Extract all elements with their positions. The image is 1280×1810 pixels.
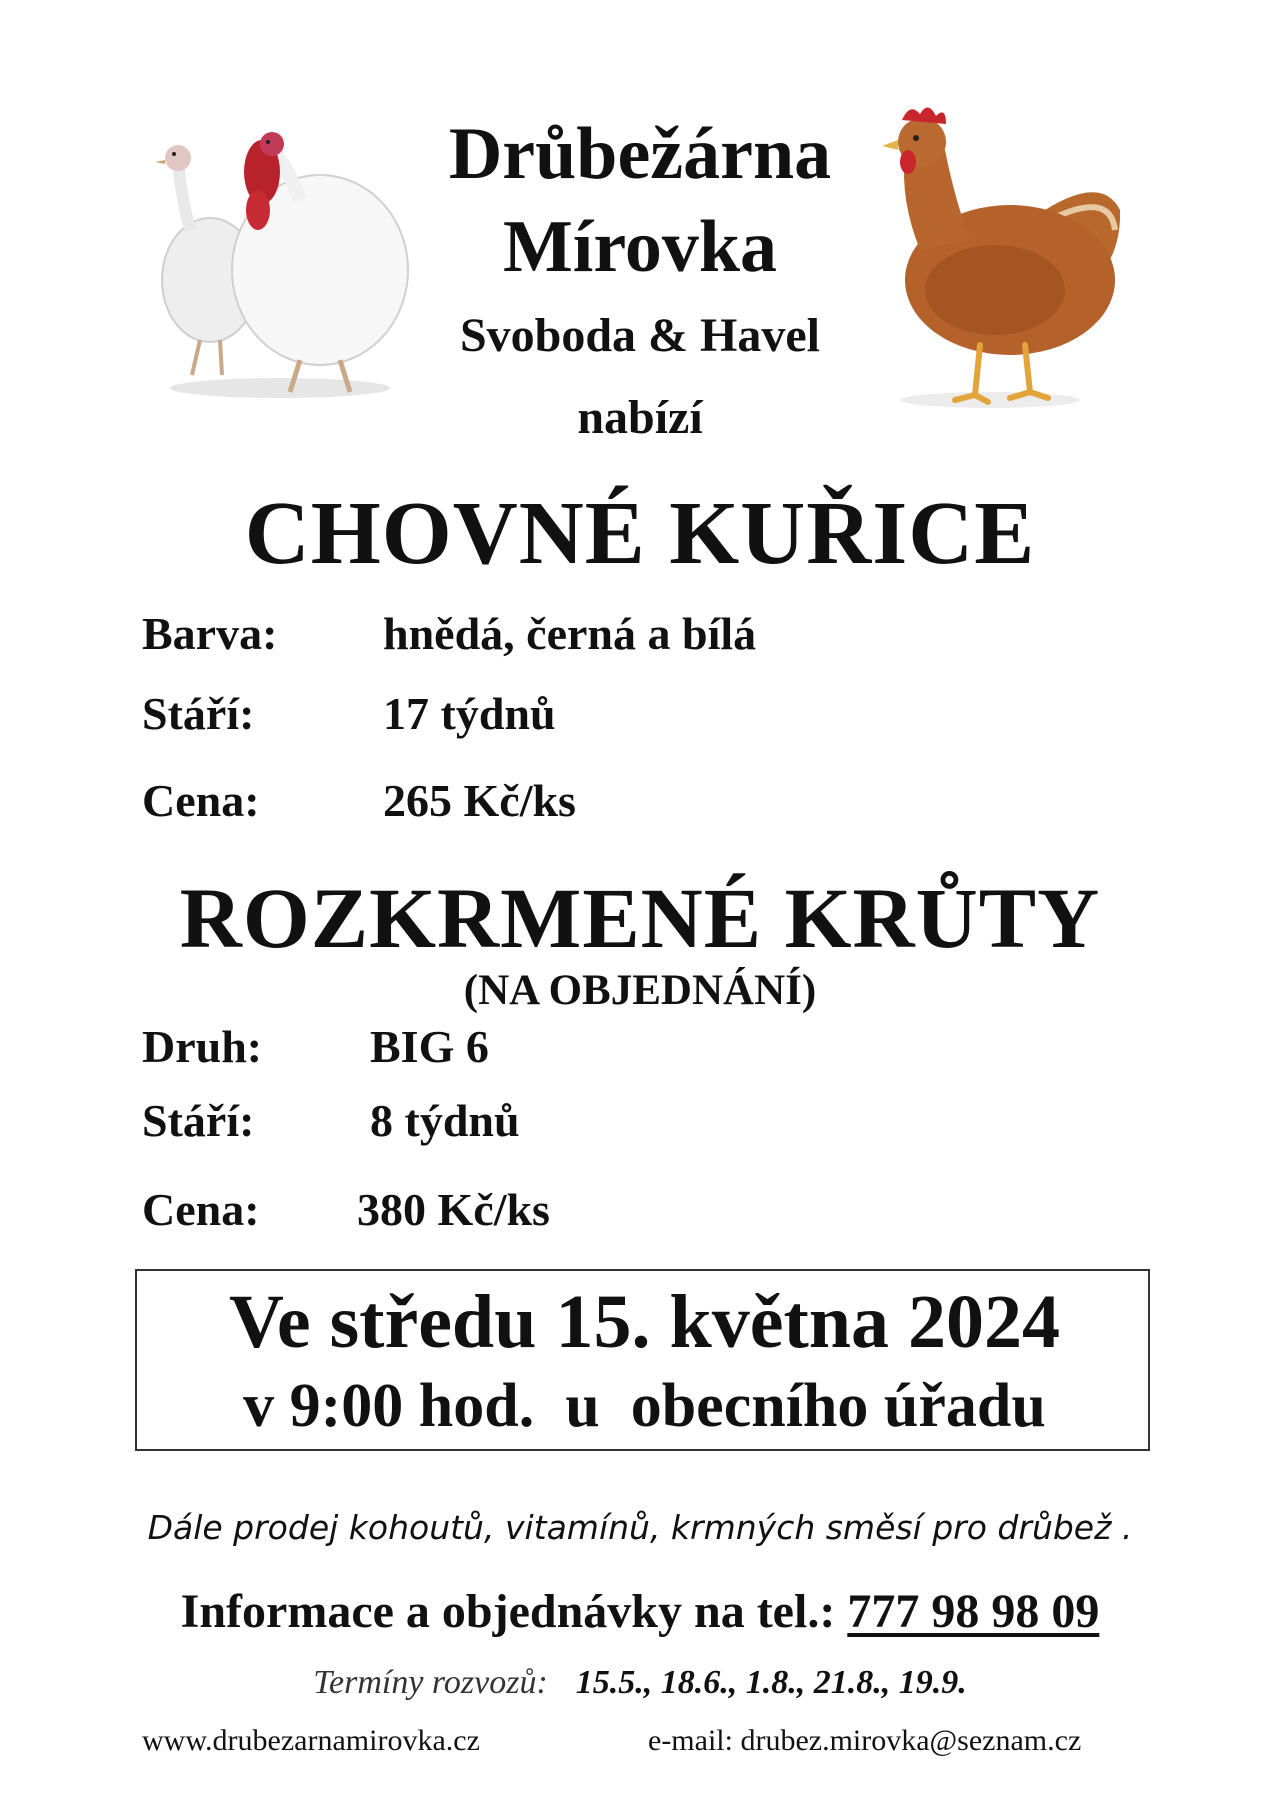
- section1-label-color: Barva:: [142, 608, 278, 659]
- delivery-dates-label: Termíny rozvozů:: [313, 1664, 548, 1701]
- section1-value-age: 17 týdnů: [383, 688, 556, 739]
- section1-label-age: Stáří:: [142, 688, 255, 739]
- offer-label: nabízí: [577, 391, 703, 444]
- info-label: Informace a objednávky na tel.:: [180, 1585, 836, 1638]
- section2-value-price: 380 Kč/ks: [357, 1184, 550, 1235]
- section2-label-age: Stáří:: [142, 1095, 255, 1146]
- info-line: [0, 1584, 1280, 1639]
- section2-label-breed: Druh:: [142, 1021, 263, 1072]
- email-link[interactable]: e-mail: drubez.mirovka@seznam.cz: [648, 1724, 1082, 1757]
- event-box: [135, 1269, 1150, 1451]
- section2-note: (NA OBJEDNÁNÍ): [463, 967, 817, 1014]
- section1-title: CHOVNÉ KUŘICE: [244, 484, 1036, 583]
- company-name-line1: Drůbežárna: [448, 113, 832, 195]
- section2-value-breed: BIG 6: [370, 1021, 489, 1072]
- section2-value-age: 8 týdnů: [370, 1095, 520, 1146]
- extra-offer: Dále prodej kohoutů, vitamínů, krmných směsí pro drůbež .: [147, 1508, 1133, 1547]
- section1-label-price: Cena:: [142, 775, 260, 826]
- section2-title: ROZKRMENÉ KRŮTY: [179, 870, 1101, 966]
- section1-value-color: hnědá, černá a bílá: [383, 608, 757, 659]
- section2-label-price: Cena:: [142, 1184, 260, 1235]
- owners: Svoboda & Havel: [459, 309, 821, 362]
- delivery-dates-value: 15.5., 18.6., 1.8., 21.8., 19.9.: [575, 1664, 967, 1701]
- phone-number[interactable]: 777 98 98 09: [847, 1585, 1100, 1638]
- section1-value-price: 265 Kč/ks: [383, 775, 576, 826]
- delivery-dates: [0, 1664, 1280, 1702]
- event-time-place: v 9:00 hod. u obecního úřadu: [243, 1372, 1046, 1440]
- website-link[interactable]: www.drubezarnamirovka.cz: [142, 1724, 480, 1757]
- event-date: Ve středu 15. května 2024: [228, 1280, 1061, 1364]
- company-name-line2: Mírovka: [502, 206, 778, 288]
